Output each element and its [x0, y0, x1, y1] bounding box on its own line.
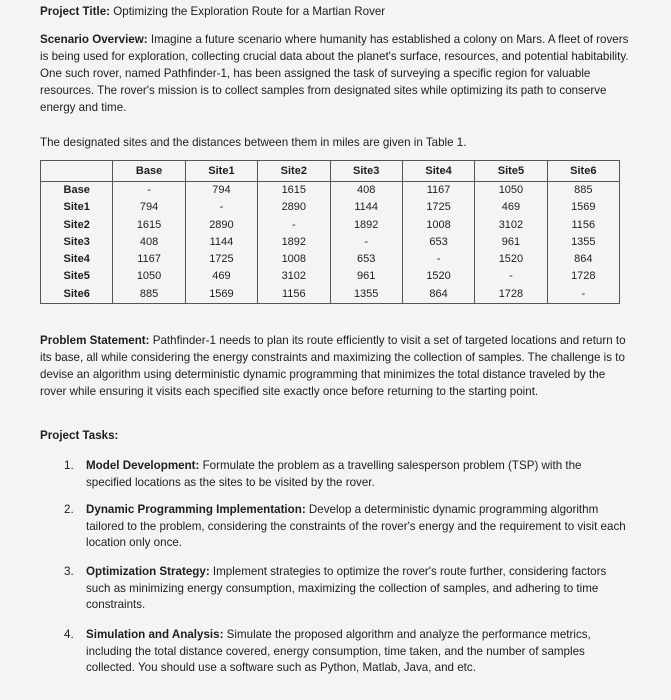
table-cell: - [147, 184, 151, 196]
table-header-cell: Site1 [185, 161, 257, 182]
table-cell: 1725 [209, 253, 234, 266]
table-cell: 794 [139, 201, 159, 214]
table-cell: 408 [357, 184, 376, 196]
table-cell: 469 [501, 201, 521, 214]
task-item [64, 502, 629, 552]
task-text: Formulate the problem as a travelling salesperson problem (TSP) with the specified locations as the sites to be visited by the rover. [86, 459, 582, 489]
table-header-row [41, 161, 620, 182]
table-intro: The designated sites and the distances between them in miles are given in Table 1. [40, 136, 467, 149]
site6-column [547, 182, 619, 304]
task-label: Optimization Strategy: [86, 565, 210, 578]
table-cell: 2890 [281, 201, 307, 214]
task-text: Develop a deterministic dynamic programming algorithm tailored to the problem, considering the constraints of the rover's energy and the requirement to visit each location only once. [86, 503, 626, 549]
task-number: 3. [64, 565, 74, 578]
table-cell: 1615 [136, 218, 162, 231]
row-label: Site6 [63, 287, 90, 300]
project-title [40, 3, 630, 20]
table-cell: 1355 [571, 235, 596, 248]
table-header-cell: Site5 [475, 161, 547, 182]
problem-statement [40, 332, 630, 400]
project-title-label: Project Title: [40, 5, 111, 18]
table-cell: 3102 [281, 270, 307, 283]
problem-label: Problem Statement: [40, 334, 150, 347]
row-label: Site4 [63, 253, 90, 266]
table-cell: 794 [212, 184, 231, 196]
task-number: 1. [64, 459, 74, 472]
table-header-cell: Site2 [258, 161, 330, 182]
table-cell: - [219, 201, 224, 214]
table-cell: 1355 [353, 287, 379, 300]
table-cell: 1520 [498, 253, 524, 266]
table-cell: 1520 [426, 270, 451, 283]
task-text: Implement strategies to optimize the rover's route further, considering factors such as minimizing energy consumption, maximizing the collection of samples, and adhering to time constraints. [86, 565, 607, 611]
table-cell: 1050 [498, 184, 524, 196]
row-label: Site5 [63, 270, 90, 283]
task-item [64, 458, 629, 491]
table-cell: 1725 [426, 201, 451, 214]
site1-column [185, 182, 257, 304]
row-labels-cell [41, 182, 113, 304]
table-cell: 1156 [281, 287, 306, 300]
base-column [113, 182, 185, 304]
scenario-overview [40, 31, 630, 116]
table-cell: 1167 [137, 253, 161, 266]
table-cell: 1892 [353, 218, 379, 231]
task-item [64, 564, 629, 614]
site2-column [258, 182, 330, 304]
task-label: Dynamic Programming Implementation: [86, 503, 306, 516]
table-cell: 1728 [498, 287, 524, 300]
table-header-cell [41, 161, 113, 182]
task-number: 2. [64, 503, 74, 516]
table-cell: - [581, 287, 586, 300]
scenario-label: Scenario Overview: [40, 33, 148, 46]
table-cell: 1167 [426, 184, 451, 196]
table-cell: 1008 [426, 218, 451, 231]
task-item [64, 627, 629, 677]
table-cell: 653 [357, 253, 376, 266]
table-cell: 1569 [571, 201, 596, 214]
table-cell: 885 [574, 184, 593, 196]
table-cell: 961 [501, 235, 521, 248]
table-cell: - [364, 235, 369, 248]
table-cell: 653 [429, 235, 448, 248]
table-cell: - [291, 218, 296, 231]
row-label: Site1 [63, 201, 90, 214]
table-cell: 1008 [281, 253, 307, 266]
table-cell: 1728 [571, 270, 596, 283]
table-cell: 1892 [281, 235, 307, 248]
table-cell: - [436, 253, 441, 266]
table-cell: 3102 [498, 218, 524, 231]
site5-column [475, 182, 547, 304]
table-cell: 1050 [136, 270, 162, 283]
table-header-cell: Site6 [547, 161, 619, 182]
distance-table [40, 160, 620, 304]
table-cell: 1615 [281, 184, 307, 196]
table-header-cell: Site4 [402, 161, 474, 182]
table-cell: 1144 [354, 201, 379, 214]
table-cell: 469 [212, 270, 231, 283]
task-number: 4. [64, 628, 74, 641]
table-cell: 1569 [209, 287, 234, 300]
table-cell: - [509, 270, 513, 283]
scenario-text: Imagine a future scenario where humanity has established a colony on Mars. A fleet of rovers is being used for exploration, collecting crucial data about the planet's surface, resources, and potential habitability. One such rover, named Pathfinder-1, has been assigned the task of surveying a specific region for valuable resources. The rover's mission is to collect samples from designated sites while optimizing its path to conserve energy and time. [40, 33, 629, 114]
table-cell: 2890 [209, 218, 234, 231]
task-text: Simulate the proposed algorithm and analyze the performance metrics, including the total distance covered, energy consumption, time taken, and the number of samples collected. You should use a software such as Python, Matlab, Java, and etc. [86, 628, 591, 674]
table-cell: 961 [357, 270, 376, 283]
table-header-cell: Base [113, 161, 185, 182]
table-cell: 885 [139, 287, 159, 300]
project-title-text: Optimizing the Exploration Route for a Martian Rover [110, 5, 386, 18]
task-label: Model Development: [86, 459, 200, 472]
table-header-cell: Site3 [330, 161, 402, 182]
task-label: Simulation and Analysis: [86, 628, 224, 641]
table-cell: 864 [429, 287, 448, 300]
row-label: Site2 [63, 218, 90, 231]
row-label: Site3 [63, 235, 90, 248]
site3-column [330, 182, 402, 304]
row-label: Base [63, 184, 90, 196]
table-cell: 408 [139, 235, 159, 248]
table-cell: 1144 [209, 235, 234, 248]
tasks-heading: Project Tasks: [40, 429, 119, 442]
problem-text: Pathfinder-1 needs to plan its route efficiently to visit a set of targeted locations and return to its base, all while considering the energy constraints and maximizing the collection of samples. The challenge is to devise an algorithm using deterministic dynamic programming that minimizes the total distance traveled by the rover while ensuring it visits each specified site exactly once before returning to the starting point. [40, 334, 626, 398]
table-body-row [41, 182, 620, 304]
table-cell: 864 [574, 253, 593, 266]
table-cell: 1156 [571, 218, 596, 231]
site4-column [402, 182, 474, 304]
